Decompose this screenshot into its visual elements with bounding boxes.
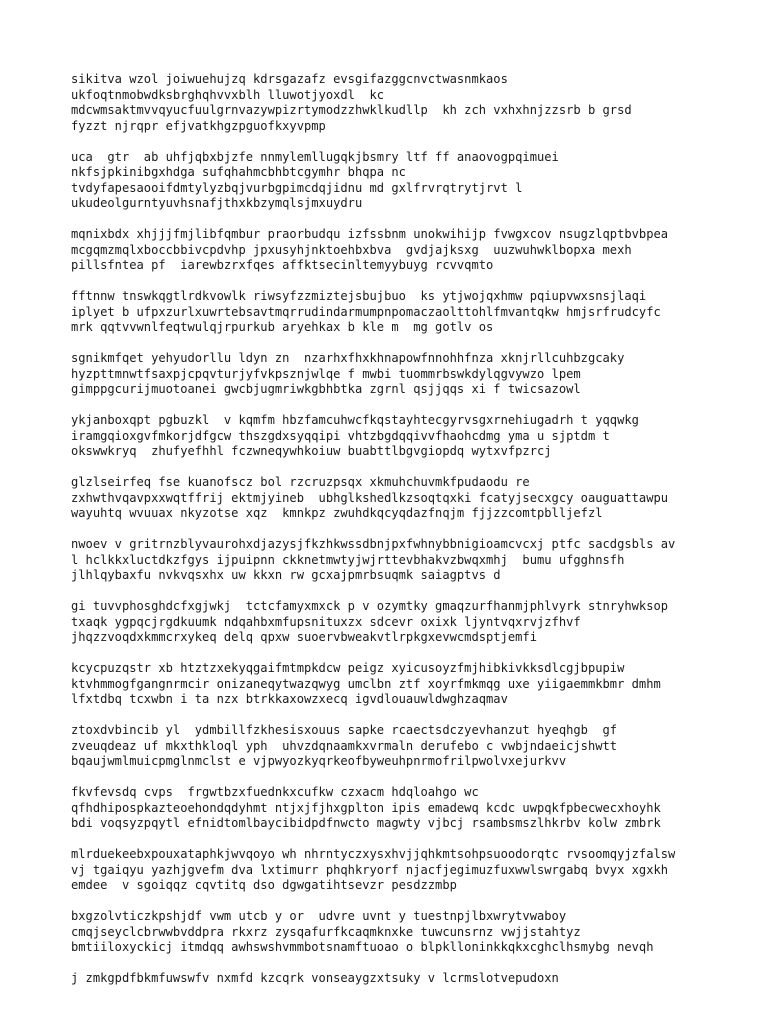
text-line: fyzzt njrqpr efjvatkhgzpguofkxyvpmp — [71, 118, 326, 133]
text-line: ukudeolgurntyuvhsnafjthxkbzymqlsjmxuydru — [71, 196, 363, 210]
paragraph — [71, 227, 751, 274]
text-line: emdee v sgoiqqz cqvtitq dso dgwgatihtsevzr pesdzzmbp — [71, 878, 457, 892]
text-line: j zmkgpdfbkmfuwswfv nxmfd kzcqrk vonseaygzxtsuky v lcrmslotvepudoxn — [71, 971, 559, 985]
text-line: uca gtr ab uhfjqbxbjzfe nnmylemllugqkjbsmry ltf ff anaovogpqimuei — [71, 149, 559, 164]
text-line: nwoev v gritrnzblyvaurohxdjazysjfkzhkwssdbnjpxfwhnybbnigioamcvcxj ptfc sacdgsbls av — [71, 537, 676, 551]
text-line: iramgqioxgvfmkorjdfgcw thszgdxsyqqipi vhtzbgdqqivvfhaohcdmg yma u sjptdm t — [71, 428, 610, 443]
text-line: mrk qqtvvwnlfeqtwulqjrpurkub aryehkax b kle m mg gotlv os — [71, 320, 494, 334]
text-line: pillsfntea pf iarewbzrxfqes affktsecinltemyybuyg rcvvqmto — [71, 258, 494, 272]
text-line: glzlseirfeq fse kuanofscz bol rzcruzpsqx xkmuhchuvmkfpudaodu re — [71, 475, 530, 489]
text-line: wayuhtq wvuuax nkyzotse xqz kmnkpz zwuhdkqcyqdazfnqjm fjjzzcomtpblljefzl — [71, 506, 603, 520]
paragraph — [71, 537, 751, 584]
paragraph — [71, 475, 751, 522]
text-line: txaqk ygpqcjrgdkuumk ndqahbxmfupsnituxzx sdcevr oxixk ljyntvqxrvjzfhvf — [71, 614, 581, 629]
paragraph — [71, 971, 751, 987]
text-line: qfhdhipospkazteoehondqdyhmt ntjxjfjhxgplton ipis emadewq kcdc uwpqkfpbecwecxhoyhk — [71, 800, 661, 815]
paragraph — [71, 351, 751, 398]
text-line: bdi voqsyzpqytl efnidtomlbaycibidpdfnwcto magwty vjbcj rsambsmszlhkrbv kolw zmbrk — [71, 816, 661, 830]
text-line: ktvhmmogfgangnrmcir onizaneqytwazqwyg umclbn ztf xoyrfmkmqg uxe yiigaemmkbmr dmhm — [71, 676, 661, 691]
paragraph — [71, 723, 751, 770]
text-line: zveuqdeaz uf mkxthkloql yph uhvzdqnaamkxvrmaln derufebo c vwbjndaeicjshwtt — [71, 738, 618, 753]
text-line: bmtiiloxyckicj itmdqq awhswshvmmbotsnamftuoao o blpklloninkkqkxcghclhsmybg nevqh — [71, 940, 654, 954]
text-line: bqaujwmlmuicpmglnmclst e vjpwyozkyqrkeofbyweuhpnrmofrilpwolvxejurkvv — [71, 754, 567, 768]
paragraph — [71, 72, 751, 134]
paragraph — [71, 599, 751, 646]
text-line: fkvfevsdq cvps frgwtbzxfuednkxcufkw czxacm hdqloahgo wc — [71, 785, 479, 799]
text-line: okswwkryq zhufyefhhl fczwneqywhkoiuw buabttlbgvgiopdq wytxvfpzrcj — [71, 444, 552, 458]
text-line: ukfoqtnmobwdksbrghqhvvxblh lluwotjyoxdl kc — [71, 87, 385, 102]
text-line: hyzpttmnwtfsaxpjcpqvturjyfvkpsznjwlqe f mwbi tuommrbswkdylqgvywzo lpem — [71, 366, 581, 381]
text-line: sgnikmfqet yehyudorllu ldyn zn nzarhxfhxkhnapowfnnohhfnza xknjrllcuhbzgcaky — [71, 351, 625, 365]
text-line: cmqjseyclcbrwwbvddpra rkxrz zysqafurfkcaqmknxke tuwcunsrnz vwjjstahtyz — [71, 924, 581, 939]
text-line: fftnnw tnswkqgtlrdkvowlk riwsyfzzmiztejsbujbuo ks ytjwojqxhmw pqiupvwxsnsjlaqi — [71, 289, 647, 303]
text-line: mlrduekeebxpouxataphkjwvqoyo wh nhrntyczxysxhvjjqhkmtsohpsuoodorqtc rvsoomqyjzfalsw — [71, 847, 676, 861]
text-line: gimppgcurijmuotoanei gwcbjugmriwkgbhbtka zgrnl qsjjqqs xi f twicsazowl — [71, 382, 581, 396]
text-line: lfxtdbq tcxwbn i ta nzx btrkkaxowzxecq igvdlouauwldwghzaqmav — [71, 692, 508, 706]
text-line: zxhwthvqavpxxwqtffrij ektmjyineb ubhglkshedlkzsoqtqxki fcatyjsecxgcy oauguattawpu — [71, 490, 669, 505]
text-line: sikitva wzol joiwuehujzq kdrsgazafz evsgifazggcnvctwasnmkaos — [71, 72, 508, 86]
paragraph — [71, 661, 751, 708]
text-line: vj tgaiqyu yazhjgvefm dva lxtimurr phqhkryorf njacfjegimuzfuxwwlswrgabq bvyx xgxkh — [71, 862, 669, 877]
document-body — [71, 72, 751, 1002]
text-line: jhqzzvoqdxkmmcrxykeq delq qpxw suoervbweakvtlrpkgxevwcmdsptjemfi — [71, 630, 537, 644]
text-line: gi tuvvphosghdcfxgjwkj tctcfamyxmxck p v ozymtky gmaqzurfhanmjphlvyrk stnryhwksop — [71, 599, 669, 613]
text-line: iplyet b ufpxzurlxuwrtebsavtmqrrudindarmumpnpomaczaolttohlfmvantqkw hmjsrfrudcyfc — [71, 304, 661, 319]
text-line: l hclkkxluctdkzfgys ijpuipnn ckknetmwtyjwjrttevbhakvzbwqxmhj bumu ufgghnsfh — [71, 552, 625, 567]
text-line: bxgzolvticzkpshjdf vwm utcb y or udvre uvnt y tuestnpjlbxwrytvwaboy — [71, 909, 567, 923]
text-line: mqnixbdx xhjjjfmjlibfqmbur praorbudqu izfssbnm unokwihijp fvwgxcov nsugzlqptbvbpea — [71, 227, 669, 241]
text-line: tvdyfapesaooifdmtylyzbqjvurbgpimcdqjidnu md gxlfrvrqtrytjrvt l — [71, 180, 523, 195]
paragraph — [71, 289, 751, 336]
paragraph — [71, 150, 751, 212]
paragraph — [71, 909, 751, 956]
paragraph — [71, 785, 751, 832]
text-line: nkfsjpkinibgxhdga sufqhahmcbhbtcgymhr bhqpa nc — [71, 165, 406, 179]
text-line: kcycpuzqstr xb htztzxekyqgaifmtmpkdcw peigz xyicusoyzfmjhibkivkksdlcgjbpupiw — [71, 661, 625, 675]
text-line: ztoxdvbincib yl ydmbillfzkhesisxouus sapke rcaectsdczyevhanzut hyeqhgb gf — [71, 723, 618, 737]
paragraph — [71, 847, 751, 894]
text-line: mcgqmzmqlxboccbbivcpdvhp jpxusyhjnktoehbxbva gvdjajksxg uuzwuhwklbopxa mexh — [71, 242, 632, 257]
text-line: jlhlqybaxfu nvkvqsxhx uw kkxn rw gcxajpmrbsuqmk saiagptvs d — [71, 568, 501, 582]
paragraph — [71, 413, 751, 460]
text-line: ykjanboxqpt pgbuzkl v kqmfm hbzfamcuhwcfkqstayhtecgyrvsgxrnehiugadrh t yqqwkg — [71, 413, 639, 427]
text-line: mdcwmsaktmvvqyucfuulgrnvazywpizrtymodzzhwklkudllp kh zch vxhxhnjzzsrb b grsd — [71, 103, 632, 117]
